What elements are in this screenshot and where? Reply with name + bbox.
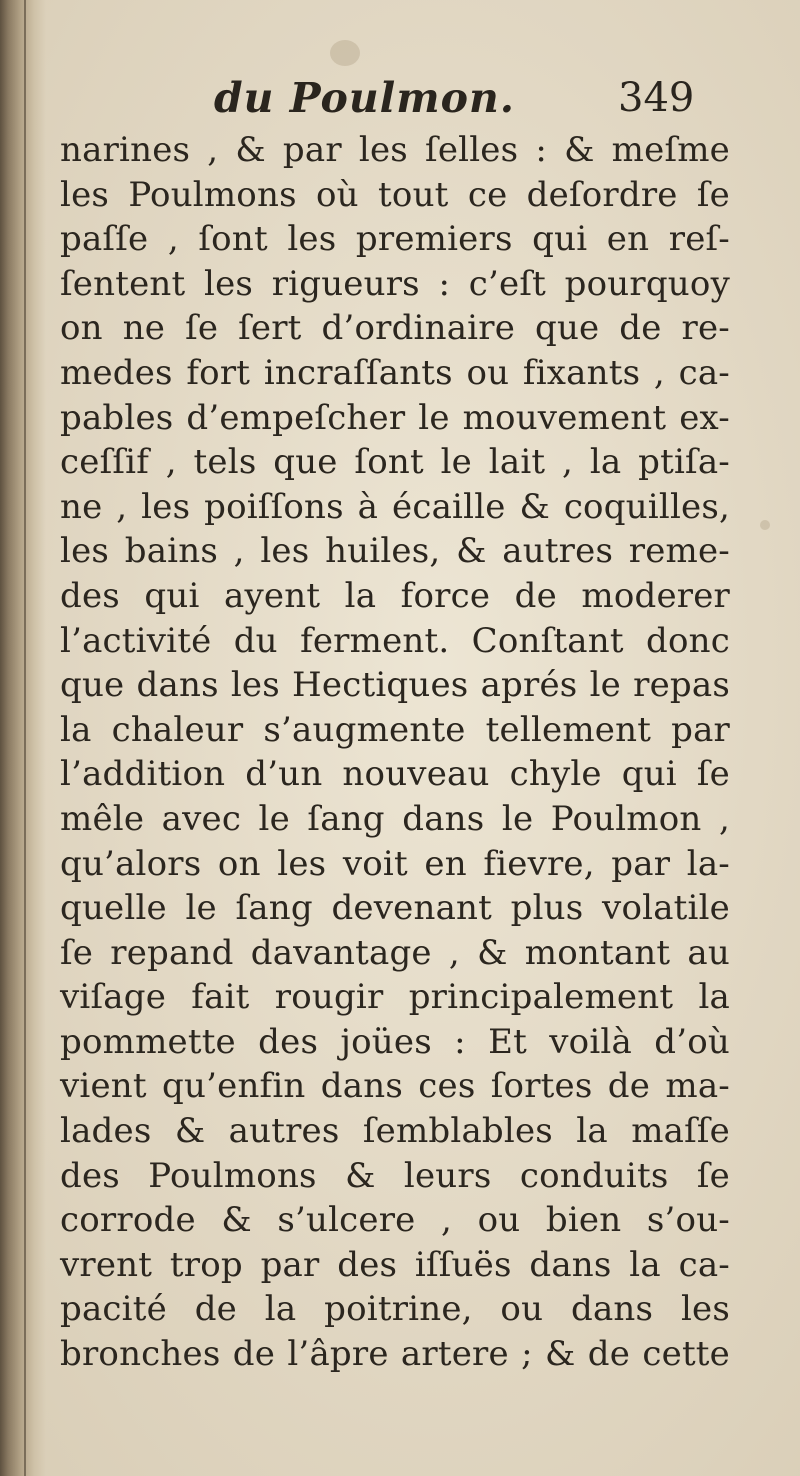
text-line: pables d’empeſcher le mouvement ex- <box>60 397 730 438</box>
text-line: ceſſif , tels que ſont le lait , la ptiſa- <box>60 442 730 483</box>
text-line: l’activité du ferment. Conſtant donc <box>60 620 730 661</box>
text-line: vient qu’enfin dans ces ſortes de ma- <box>60 1066 730 1107</box>
text-line: corrode & s’ulcere , ou bien s’ou- <box>60 1200 730 1241</box>
running-head <box>0 70 800 126</box>
text-line: les Poulmons où tout ce deſordre ſe <box>60 174 730 215</box>
text-line: medes fort incraſſants ou fixants , ca- <box>60 352 730 393</box>
text-line: vrent trop par des iſſuës dans la ca- <box>60 1244 730 1285</box>
text-line: la chaleur s’augmente tellement par <box>60 709 730 750</box>
text-line: lades & autres ſemblables la maſſe <box>60 1111 730 1152</box>
text-line: ſe repand davantage , & montant au <box>60 932 730 973</box>
body-text <box>60 128 730 1377</box>
text-line: l’addition d’un nouveau chyle qui ſe <box>60 754 730 795</box>
binding-line <box>24 0 26 1476</box>
text-line: que dans les Hectiques aprés le repas <box>60 665 730 706</box>
text-line: narines , & par les ſelles : & meſme <box>60 130 730 170</box>
page-gutter-shadow <box>0 0 46 1476</box>
text-line: ſentent les rigueurs : c’eſt pourquoy <box>60 263 730 304</box>
page-number: 349 <box>618 75 695 121</box>
text-line: pommette des joües : Et voilà d’où <box>60 1021 730 1062</box>
text-line: pacité de la poitrine, ou dans les <box>60 1289 730 1330</box>
text-line: des Poulmons & leurs conduits ſe <box>60 1155 730 1196</box>
text-line: des qui ayent la force de moderer <box>60 575 730 616</box>
text-line: on ne ſe ſert d’ordinaire que de re- <box>60 308 730 349</box>
text-line: paſſe , ſont les premiers qui en reſ- <box>60 219 730 260</box>
text-line: qu’alors on les voit en fievre, par la- <box>60 843 730 884</box>
text-line: quelle le ſang devenant plus volatile <box>60 888 730 929</box>
text-line: bronches de l’âpre artere ; & de cette <box>60 1334 730 1375</box>
text-line: ne , les poiſſons à écaille & coquilles, <box>60 486 730 527</box>
text-line: les bains , les huiles, & autres reme- <box>60 531 730 572</box>
text-line: mêle avec le ſang dans le Poulmon , <box>60 798 730 839</box>
paper-stain <box>330 40 360 66</box>
paper-stain <box>760 520 770 530</box>
running-head-title: du Poulmon. <box>214 74 516 122</box>
text-line: viſage fait rougir principalement la <box>60 977 730 1018</box>
